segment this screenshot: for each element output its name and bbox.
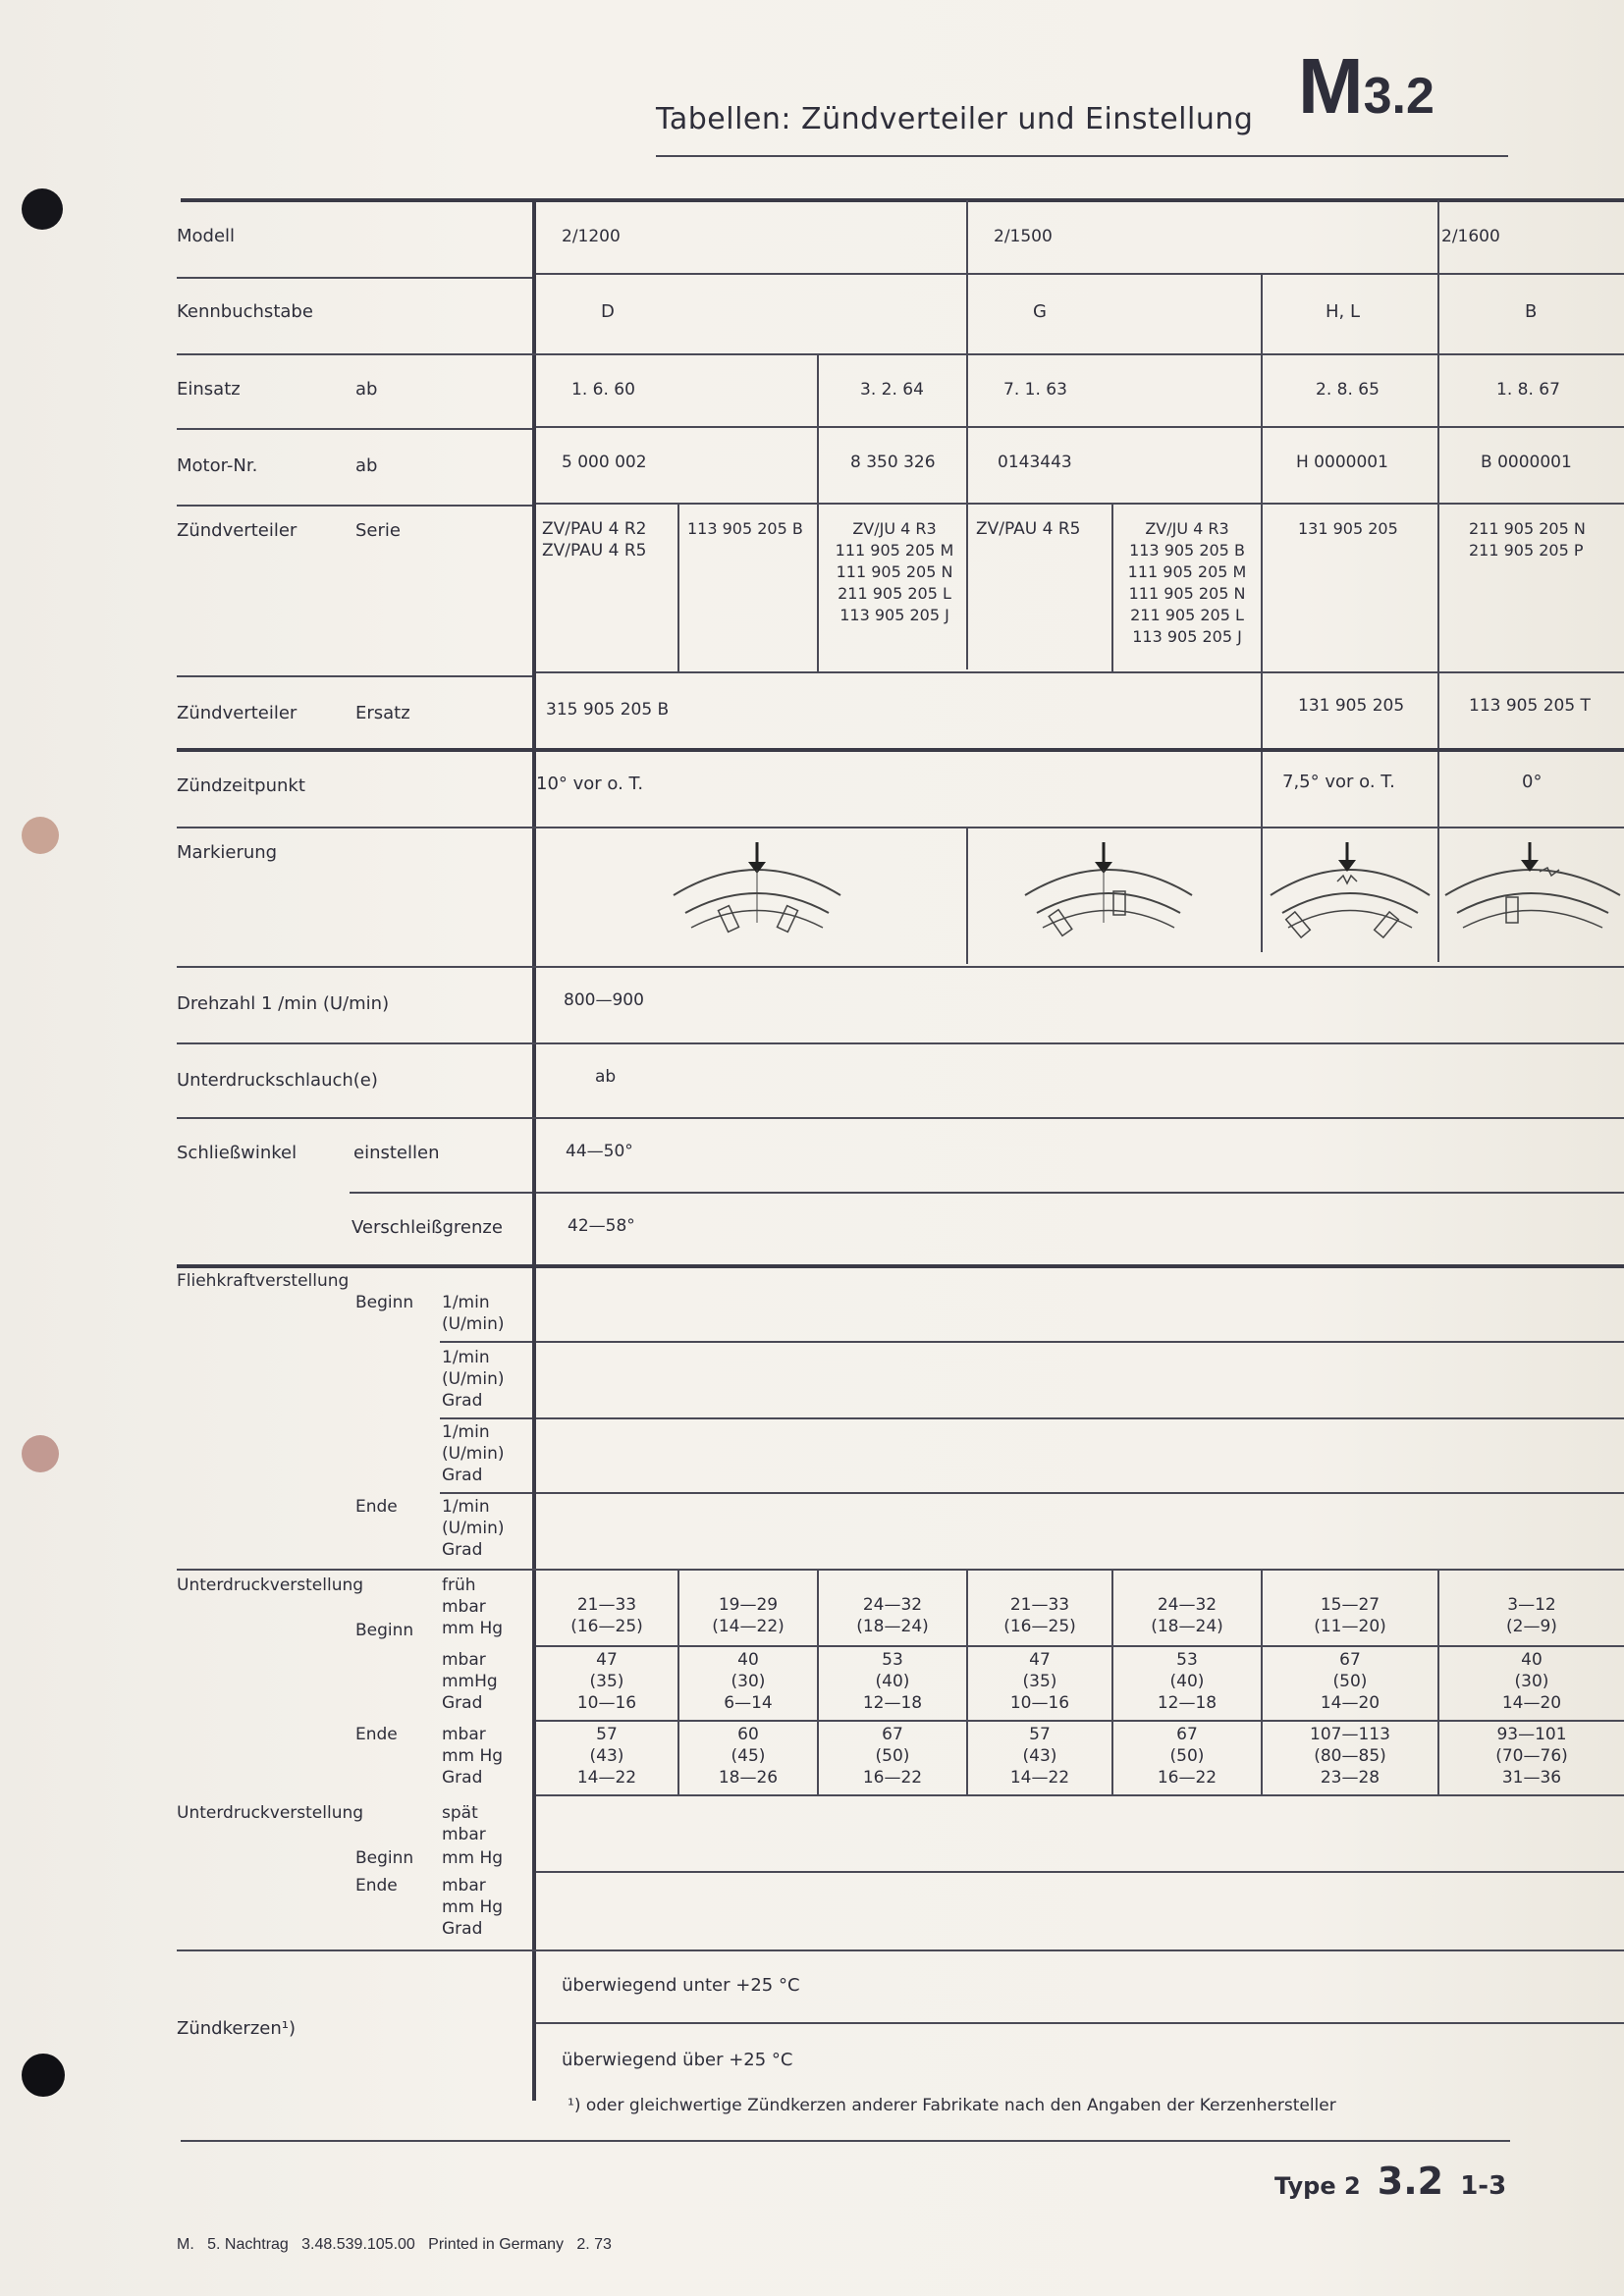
ud-frueh-unit-2: mbar mmHg Grad: [442, 1650, 498, 1713]
footer-type: [1274, 2160, 1506, 2203]
label-markierung: Markierung: [177, 842, 278, 863]
table-top-rule: [181, 198, 1624, 202]
row-rule: [350, 1192, 532, 1194]
section-rule: [177, 748, 1624, 752]
page-title: Tabellen: Zündverteiler und Einstellung: [656, 102, 1254, 136]
row-rule: [177, 505, 532, 507]
modell-2-1500: 2/1500: [994, 227, 1053, 246]
schliesswinkel-grenze-val: 42—58°: [568, 1216, 635, 1236]
motor-c2: 8 350 326: [850, 453, 936, 472]
row-rule: [177, 966, 1624, 968]
row-rule: [177, 1117, 1624, 1119]
kenn-hl: H, L: [1326, 301, 1361, 322]
serie-c1: ZV/PAU 4 R2 ZV/PAU 4 R5: [542, 519, 647, 561]
divider: [677, 505, 679, 671]
einsatz-c5: 1. 8. 67: [1496, 380, 1560, 400]
ud-spaet-unit-3: mbar mm Hg Grad: [442, 1876, 504, 1939]
zeitpunkt-c2: 7,5° vor o. T.: [1282, 772, 1395, 792]
row-rule: [177, 277, 532, 279]
einsatz-c3: 7. 1. 63: [1003, 380, 1067, 400]
schliesswinkel-einstellen: einstellen: [353, 1143, 440, 1163]
modell-2-1200: 2/1200: [562, 227, 621, 246]
ud-beginn-c2: 19—29 (14—22): [712, 1595, 785, 1636]
ud-beginn-c7: 3—12 (2—9): [1506, 1595, 1557, 1636]
einsatz-ab: ab: [355, 379, 378, 400]
ud-mid-c7: 40 (30) 14—20: [1501, 1650, 1562, 1713]
flieh-unit-4: 1/min (U/min) Grad: [442, 1497, 505, 1560]
label-einsatz: Einsatz: [177, 379, 241, 400]
ud-mid-c4: 47 (35) 10—16: [1009, 1650, 1070, 1713]
row-rule: [536, 273, 966, 275]
row-rule: [536, 1645, 1624, 1647]
footer-page-number: 1-3: [1460, 2171, 1507, 2201]
ud-spaet-beginn: Beginn: [355, 1848, 414, 1868]
serie-c3: ZV/JU 4 R3 111 905 205 M 111 905 205 N 211 905 205 L 113 905 205 J: [835, 519, 954, 624]
schliesswinkel-grenze: Verschleißgrenze: [352, 1217, 503, 1238]
ud-ende-c6: 107—113 (80—85) 23—28: [1310, 1725, 1390, 1788]
section-rule: [177, 1264, 1624, 1268]
row-rule: [536, 2022, 1624, 2024]
table-bottom-rule: [181, 2140, 1510, 2142]
footer-type-number: 3.2: [1377, 2160, 1444, 2203]
ud-beginn-c1: 21—33 (16—25): [570, 1595, 643, 1636]
row-rule: [440, 1492, 532, 1494]
ud-beginn-c3: 24—32 (18—24): [856, 1595, 929, 1636]
zeitpunkt-c3: 0°: [1522, 772, 1543, 792]
ud-spaet-unit-1: spät mbar: [442, 1803, 486, 1844]
table-main-divider: [532, 200, 536, 2101]
flieh-unit-2: 1/min (U/min) Grad: [442, 1348, 505, 1411]
divider: [966, 828, 968, 964]
row-rule: [440, 1417, 532, 1419]
serie-c4: ZV/PAU 4 R5: [976, 519, 1081, 539]
markierung-diagram-g: [1015, 834, 1202, 952]
unterdruckschlauch-value: ab: [595, 1067, 617, 1087]
binder-hole: [22, 188, 63, 230]
label-kerzen: Zündkerzen¹): [177, 2018, 296, 2039]
ud-ende-c2: 60 (45) 18—26: [718, 1725, 779, 1788]
header-rule: [656, 155, 1508, 157]
ud-spaet-unit-2: mm Hg: [442, 1848, 504, 1868]
ud-mid-c5: 53 (40) 12—18: [1157, 1650, 1218, 1713]
label-ud-frueh: Unterdruckverstellung: [177, 1575, 364, 1595]
row-rule: [536, 503, 1624, 505]
ud-spaet-ende: Ende: [355, 1876, 398, 1896]
row-rule: [536, 1192, 1624, 1194]
row-rule: [968, 273, 1437, 275]
zeitpunkt-c1: 10° vor o. T.: [536, 774, 644, 794]
ud-beginn-c5: 24—32 (18—24): [1151, 1595, 1223, 1636]
ud-frueh-beginn: Beginn: [355, 1621, 414, 1640]
einsatz-c1: 1. 6. 60: [571, 380, 635, 400]
ersatz-c3: 113 905 205 T: [1469, 696, 1591, 716]
section-code: [1298, 41, 1435, 132]
kenn-d: D: [601, 301, 615, 322]
row-rule: [440, 1341, 532, 1343]
ud-mid-c6: 67 (50) 14—20: [1320, 1650, 1380, 1713]
kerzen-footnote: ¹) oder gleichwertige Zündkerzen anderer Fabrikate nach den Angaben der Kerzenhersteller: [568, 2096, 1336, 2115]
flieh-unit-3: 1/min (U/min) Grad: [442, 1422, 505, 1485]
einsatz-c4: 2. 8. 65: [1316, 380, 1380, 400]
row-rule: [536, 671, 1624, 673]
schliesswinkel-einstellen-val: 44—50°: [566, 1142, 633, 1161]
binder-hole: [22, 1435, 59, 1472]
markierung-diagram-hl: [1263, 834, 1437, 952]
row-rule: [536, 1492, 1624, 1494]
row-rule: [536, 1871, 1624, 1873]
ud-ende-c3: 67 (50) 16—22: [862, 1725, 923, 1788]
motor-ab: ab: [355, 455, 378, 476]
kerzen-ueber: überwiegend über +25 °C: [562, 2050, 793, 2070]
row-rule: [536, 1794, 1624, 1796]
ud-beginn-c6: 15—27 (11—20): [1314, 1595, 1386, 1636]
label-unterdruckschlauch: Unterdruckschlauch(e): [177, 1070, 378, 1091]
markierung-diagram-b: [1441, 834, 1624, 952]
ersatz-c1: 315 905 205 B: [546, 700, 670, 720]
ud-ende-c7: 93—101 (70—76) 31—36: [1495, 1725, 1568, 1788]
row-rule: [177, 1569, 1624, 1571]
ud-mid-c3: 53 (40) 12—18: [862, 1650, 923, 1713]
section-code-number: 3.2: [1363, 68, 1435, 125]
ud-frueh-unit-3: mbar mm Hg Grad: [442, 1725, 504, 1788]
divider: [817, 355, 819, 671]
row-rule: [536, 1417, 1624, 1419]
kerzen-unter: überwiegend unter +25 °C: [562, 1975, 800, 1996]
ud-frueh-unit-1: früh mbar mm Hg: [442, 1575, 504, 1638]
label-motor: Motor-Nr.: [177, 455, 258, 476]
binder-hole: [22, 2054, 65, 2097]
label-ud-spaet: Unterdruckverstellung: [177, 1803, 364, 1823]
footer-print-line: M. 5. Nachtrag 3.48.539.105.00 Printed in Germany 2. 73: [177, 2236, 612, 2253]
row-rule: [536, 1341, 1624, 1343]
motor-c4: H 0000001: [1296, 453, 1388, 472]
serie-c2: 113 905 205 B: [687, 519, 803, 538]
ud-ende-c4: 57 (43) 14—22: [1009, 1725, 1070, 1788]
drehzahl-value: 800—900: [564, 990, 644, 1010]
flieh-ende: Ende: [355, 1497, 398, 1517]
motor-c1: 5 000 002: [562, 453, 647, 472]
divider: [1111, 505, 1113, 671]
row-rule: [177, 428, 532, 430]
row-rule: [177, 1949, 1624, 1951]
row-rule: [177, 675, 532, 677]
row-rule: [536, 1720, 1624, 1722]
ud-mid-c1: 47 (35) 10—16: [576, 1650, 637, 1713]
kenn-g: G: [1033, 301, 1047, 322]
ud-frueh-ende: Ende: [355, 1725, 398, 1744]
motor-c3: 0143443: [998, 453, 1072, 472]
ud-beginn-c4: 21—33 (16—25): [1003, 1595, 1076, 1636]
ud-ende-c1: 57 (43) 14—22: [576, 1725, 637, 1788]
row-rule: [177, 353, 1624, 355]
row-rule: [536, 426, 1624, 428]
label-flieh: Fliehkraftverstellung: [177, 1271, 350, 1291]
row-rule: [1439, 273, 1624, 275]
label-verteiler-ersatz: Zündverteiler: [177, 703, 298, 723]
row-rule: [177, 827, 1624, 828]
label-drehzahl: Drehzahl 1 /min (U/min): [177, 993, 390, 1014]
ud-mid-c2: 40 (30) 6—14: [724, 1650, 773, 1713]
label-schliesswinkel: Schließwinkel: [177, 1143, 298, 1163]
section-code-letter: M: [1298, 42, 1364, 130]
flieh-beginn: Beginn: [355, 1293, 414, 1312]
label-modell: Modell: [177, 226, 236, 246]
row-rule: [177, 1042, 1624, 1044]
ersatz-c2: 131 905 205: [1298, 696, 1405, 716]
serie-c6: 131 905 205: [1298, 519, 1398, 538]
label-verteiler-serie: Zündverteiler: [177, 520, 298, 541]
label-zeitpunkt: Zündzeitpunkt: [177, 775, 305, 796]
label-kennbuchstabe: Kennbuchstabe: [177, 301, 313, 322]
divider: [1437, 200, 1439, 962]
ud-ende-c5: 67 (50) 16—22: [1157, 1725, 1218, 1788]
binder-hole: [22, 817, 59, 854]
flieh-unit-1: 1/min (U/min): [442, 1293, 505, 1334]
footer-type-label: Type 2: [1274, 2172, 1361, 2200]
markierung-diagram-d: [664, 834, 850, 952]
verteiler-ersatz-sub: Ersatz: [355, 703, 410, 723]
kenn-b: B: [1525, 301, 1538, 322]
serie-c5: ZV/JU 4 R3 113 905 205 B 111 905 205 M 111 905 205 N 211 905 205 L 113 905 205 J: [1127, 519, 1247, 646]
einsatz-c2: 3. 2. 64: [860, 380, 924, 400]
serie-c7: 211 905 205 N 211 905 205 P: [1469, 519, 1586, 560]
verteiler-serie-sub: Serie: [355, 520, 401, 541]
motor-c5: B 0000001: [1481, 453, 1572, 472]
modell-2-1600: 2/1600: [1441, 227, 1500, 246]
